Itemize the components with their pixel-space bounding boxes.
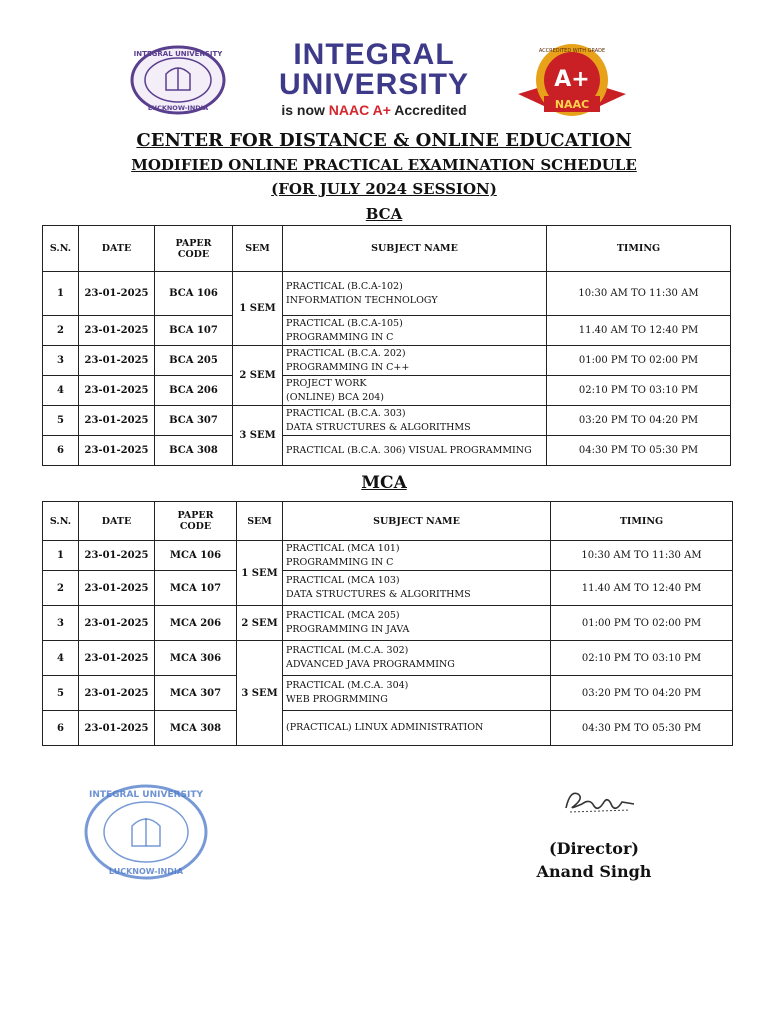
row-timing: 11.40 AM TO 12:40 PM xyxy=(547,316,731,346)
director-signature xyxy=(560,784,640,818)
row-date: 23-01-2025 xyxy=(79,571,155,606)
row-date: 23-01-2025 xyxy=(79,676,155,711)
row-code: BCA 307 xyxy=(155,406,233,436)
table-row xyxy=(43,436,731,466)
session-title: (FOR JULY 2024 SESSION) xyxy=(271,180,497,198)
subject-line-2: (ONLINE) BCA 204) xyxy=(286,391,384,403)
row-sn: 1 xyxy=(43,272,79,316)
row-sem: 2 SEM xyxy=(233,346,283,406)
subject-line-1: PROJECT WORK xyxy=(286,377,367,389)
row-sn: 2 xyxy=(43,316,79,346)
row-sn: 1 xyxy=(43,541,79,571)
row-code: MCA 307 xyxy=(155,676,237,711)
row-timing: 11.40 AM TO 12:40 PM xyxy=(551,571,733,606)
row-timing: 10:30 AM TO 11:30 AM xyxy=(551,541,733,571)
brand-wordmark xyxy=(234,40,514,118)
table-row xyxy=(43,541,733,571)
brand-line-1: INTEGRAL xyxy=(293,38,455,71)
row-sn: 5 xyxy=(43,676,79,711)
row-subject xyxy=(283,272,547,316)
row-subject xyxy=(283,406,547,436)
subject-line-1: PRACTICAL (MCA 205) xyxy=(286,610,400,621)
subject-line-2: DATA STRUCTURES & ALGORITHMS xyxy=(286,421,471,433)
svg-text:LUCKNOW-INDIA: LUCKNOW-INDIA xyxy=(108,867,184,876)
header-sn: S.N. xyxy=(43,226,79,272)
row-sn: 5 xyxy=(43,406,79,436)
row-sem: 3 SEM xyxy=(237,641,283,746)
university-stamp-logo xyxy=(80,780,212,884)
row-subject xyxy=(283,606,551,641)
subject-line-2: ADVANCED JAVA PROGRAMMING xyxy=(286,659,455,670)
row-sem: 1 SEM xyxy=(237,541,283,606)
row-timing: 04:30 PM TO 05:30 PM xyxy=(547,436,731,466)
subject-line-2: INFORMATION TECHNOLOGY xyxy=(286,294,438,306)
subject-line-1: PRACTICAL (B.C.A-105) xyxy=(286,317,403,329)
svg-text:INTEGRAL UNIVERSITY: INTEGRAL UNIVERSITY xyxy=(133,50,223,58)
row-subject xyxy=(283,316,547,346)
table-header-row xyxy=(43,226,731,272)
row-date: 23-01-2025 xyxy=(79,606,155,641)
row-timing: 02:10 PM TO 03:10 PM xyxy=(547,376,731,406)
badge-label: NAAC xyxy=(554,98,590,111)
row-sn: 3 xyxy=(43,606,79,641)
schedule-title: MODIFIED ONLINE PRACTICAL EXAMINATION SCHEDULE xyxy=(131,156,637,174)
header-paper-label: PAPER xyxy=(175,237,212,249)
row-code: BCA 206 xyxy=(155,376,233,406)
header-paper-label: PAPER xyxy=(177,510,214,521)
header-timing: TIMING xyxy=(547,226,731,272)
naac-badge-logo xyxy=(514,40,630,122)
row-sem: 1 SEM xyxy=(233,272,283,346)
signatory-name: Anand Singh xyxy=(536,862,652,881)
row-sn: 6 xyxy=(43,711,79,746)
table-row xyxy=(43,641,733,676)
row-timing: 10:30 AM TO 11:30 AM xyxy=(547,272,731,316)
table-row xyxy=(43,711,733,746)
table-row xyxy=(43,316,731,346)
subject-line-1: PRACTICAL (B.C.A. 303) xyxy=(286,407,406,419)
header-subject: SUBJECT NAME xyxy=(283,226,547,272)
row-date: 23-01-2025 xyxy=(79,541,155,571)
table-row xyxy=(43,376,731,406)
row-code: BCA 205 xyxy=(155,346,233,376)
row-date: 23-01-2025 xyxy=(79,376,155,406)
row-subject xyxy=(283,346,547,376)
header-subject: SUBJECT NAME xyxy=(283,502,551,541)
row-subject: (PRACTICAL) LINUX ADMINISTRATION xyxy=(283,711,551,746)
row-timing: 04:30 PM TO 05:30 PM xyxy=(551,711,733,746)
row-subject xyxy=(283,376,547,406)
row-code: MCA 306 xyxy=(155,641,237,676)
mca-schedule-table xyxy=(42,501,733,746)
tagline-prefix: is now xyxy=(281,102,329,118)
signatory-designation: (Director) xyxy=(549,839,639,858)
svg-text:INTEGRAL UNIVERSITY: INTEGRAL UNIVERSITY xyxy=(88,790,204,800)
row-code: BCA 107 xyxy=(155,316,233,346)
header-date: DATE xyxy=(79,502,155,541)
header-timing: TIMING xyxy=(551,502,733,541)
header-code-label: CODE xyxy=(177,248,210,260)
tagline-highlight: NAAC A+ xyxy=(328,102,391,118)
header-sem: SEM xyxy=(237,502,283,541)
brand-tagline xyxy=(234,102,514,118)
row-sem: 3 SEM xyxy=(233,406,283,466)
header-sem: SEM xyxy=(233,226,283,272)
badge-grade: A+ xyxy=(554,67,590,92)
svg-text:LUCKNOW-INDIA: LUCKNOW-INDIA xyxy=(147,104,209,112)
row-sn: 4 xyxy=(43,641,79,676)
subject-line-2: PROGRAMMING IN C xyxy=(286,556,394,568)
row-timing: 03:20 PM TO 04:20 PM xyxy=(547,406,731,436)
row-code: MCA 107 xyxy=(155,571,237,606)
table-row xyxy=(43,571,733,606)
table-header-row xyxy=(43,502,733,541)
bca-schedule-table xyxy=(42,225,731,466)
table-row xyxy=(43,346,731,376)
row-sn: 6 xyxy=(43,436,79,466)
row-sn: 4 xyxy=(43,376,79,406)
table-row xyxy=(43,272,731,316)
table-row xyxy=(43,406,731,436)
brand-line-2: UNIVERSITY xyxy=(278,68,470,101)
row-subject xyxy=(283,571,551,606)
row-code: MCA 308 xyxy=(155,711,237,746)
header-code-label: CODE xyxy=(179,521,212,532)
table-row xyxy=(43,606,733,641)
center-title: CENTER FOR DISTANCE & ONLINE EDUCATION xyxy=(136,130,632,151)
header-date: DATE xyxy=(79,226,155,272)
subject-line-1: PRACTICAL (B.C.A-102) xyxy=(286,280,403,292)
subject-line-2: DATA STRUCTURES & ALGORITHMS xyxy=(286,589,471,600)
row-date: 23-01-2025 xyxy=(79,711,155,746)
subject-line-2: PROGRAMMING IN C xyxy=(286,331,394,343)
subject-line-2: WEB PROGRMMING xyxy=(286,694,388,705)
row-sn: 3 xyxy=(43,346,79,376)
header-paper-code xyxy=(155,502,237,541)
row-subject: PRACTICAL (B.C.A. 306) VISUAL PROGRAMMING xyxy=(283,436,547,466)
row-subject xyxy=(283,676,551,711)
row-sem: 2 SEM xyxy=(237,606,283,641)
header-paper-code xyxy=(155,226,233,272)
row-sn: 2 xyxy=(43,571,79,606)
tagline-suffix: Accredited xyxy=(390,102,467,118)
row-code: BCA 308 xyxy=(155,436,233,466)
subject-line-2: PROGRAMMING IN JAVA xyxy=(286,624,410,635)
row-timing: 02:10 PM TO 03:10 PM xyxy=(551,641,733,676)
row-date: 23-01-2025 xyxy=(79,346,155,376)
subject-line-1: PRACTICAL (MCA 101) xyxy=(286,542,400,554)
table-row xyxy=(43,676,733,711)
subject-line-1: PRACTICAL (MCA 103) xyxy=(286,575,400,586)
row-timing: 01:00 PM TO 02:00 PM xyxy=(551,606,733,641)
header-sn: S.N. xyxy=(43,502,79,541)
bca-heading: BCA xyxy=(365,205,403,223)
row-code: MCA 206 xyxy=(155,606,237,641)
row-date: 23-01-2025 xyxy=(79,406,155,436)
subject-line-2: PROGRAMMING IN C++ xyxy=(286,361,410,373)
row-code: BCA 106 xyxy=(155,272,233,316)
row-subject xyxy=(283,541,551,571)
svg-text:ACCREDITED WITH GRADE: ACCREDITED WITH GRADE xyxy=(538,48,606,54)
row-date: 23-01-2025 xyxy=(79,641,155,676)
row-date: 23-01-2025 xyxy=(79,436,155,466)
mca-heading: MCA xyxy=(361,473,407,493)
row-timing: 01:00 PM TO 02:00 PM xyxy=(547,346,731,376)
subject-line-1: PRACTICAL (M.C.A. 304) xyxy=(286,680,409,691)
row-timing: 03:20 PM TO 04:20 PM xyxy=(551,676,733,711)
row-date: 23-01-2025 xyxy=(79,316,155,346)
university-seal-logo xyxy=(126,44,230,116)
row-date: 23-01-2025 xyxy=(79,272,155,316)
subject-line-1: PRACTICAL (B.C.A. 202) xyxy=(286,347,406,359)
subject-line-1: PRACTICAL (M.C.A. 302) xyxy=(286,645,409,656)
row-code: MCA 106 xyxy=(155,541,237,571)
row-subject xyxy=(283,641,551,676)
